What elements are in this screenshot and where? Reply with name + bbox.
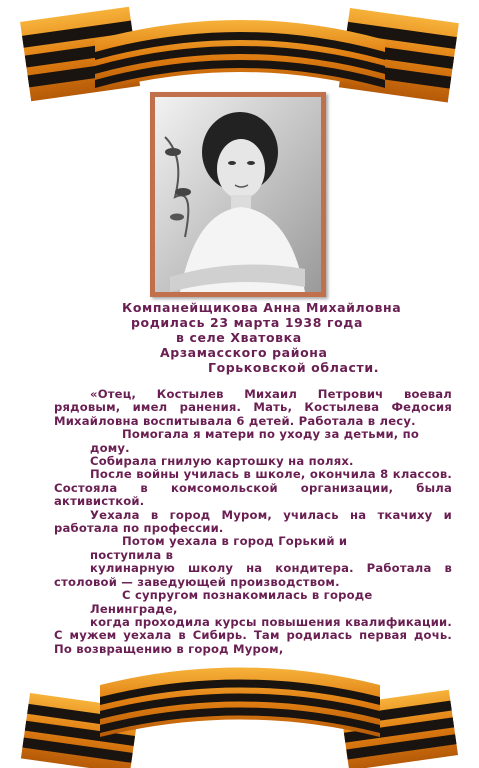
story-paragraph: Собирала гнилую картошку на полях. — [90, 454, 354, 469]
story-paragraph: «Отец, Костылев Михаил Петрович воевал рядовым, имел ранения. Мать, Костылева Федосия Михайловна воспитывала 6 детей. Работала в лесу. — [54, 388, 452, 428]
story-paragraph: кулинарную школу на кондитера. Работала в столовой — заведующей производством. — [54, 561, 452, 589]
biography-story — [54, 388, 452, 660]
caption-name: Компанейщикова Анна Михайловна — [122, 300, 402, 315]
caption-birth-date: родилась 23 марта 1938 года — [131, 315, 364, 330]
caption-village: в селе Хватовка — [176, 330, 302, 345]
story-paragraph: После войны училась в школе, окончила 8 классов. Состояла в комсомольской организации, была активисткой. — [54, 467, 452, 509]
story-paragraph: Уехала в город Муром, училась на ткачиху и работала по профессии. — [54, 507, 452, 536]
story-paragraph: Помогала я матери по уходу за детьми, по — [122, 427, 420, 442]
story-paragraph: дому. — [90, 440, 130, 455]
story-paragraph: поступила в — [90, 547, 174, 562]
st-george-ribbon-bottom — [0, 655, 479, 768]
story-paragraph: Потом уехала в город Горький и — [122, 534, 348, 549]
story-paragraph: Ленинграде, — [90, 601, 178, 616]
story-paragraph: С супругом познакомилась в городе — [122, 588, 373, 603]
portrait-photo — [155, 97, 321, 292]
caption-region: Горьковской области. — [208, 360, 380, 375]
story-paragraph: когда проходила курсы повышения квалификации. С мужем уехала в Сибирь. Там родилась первая дочь. По возвращению в город Муром, — [54, 614, 452, 656]
caption-district: Арзамасского района — [160, 345, 328, 360]
portrait-frame — [150, 92, 326, 297]
biography-caption — [0, 300, 479, 375]
